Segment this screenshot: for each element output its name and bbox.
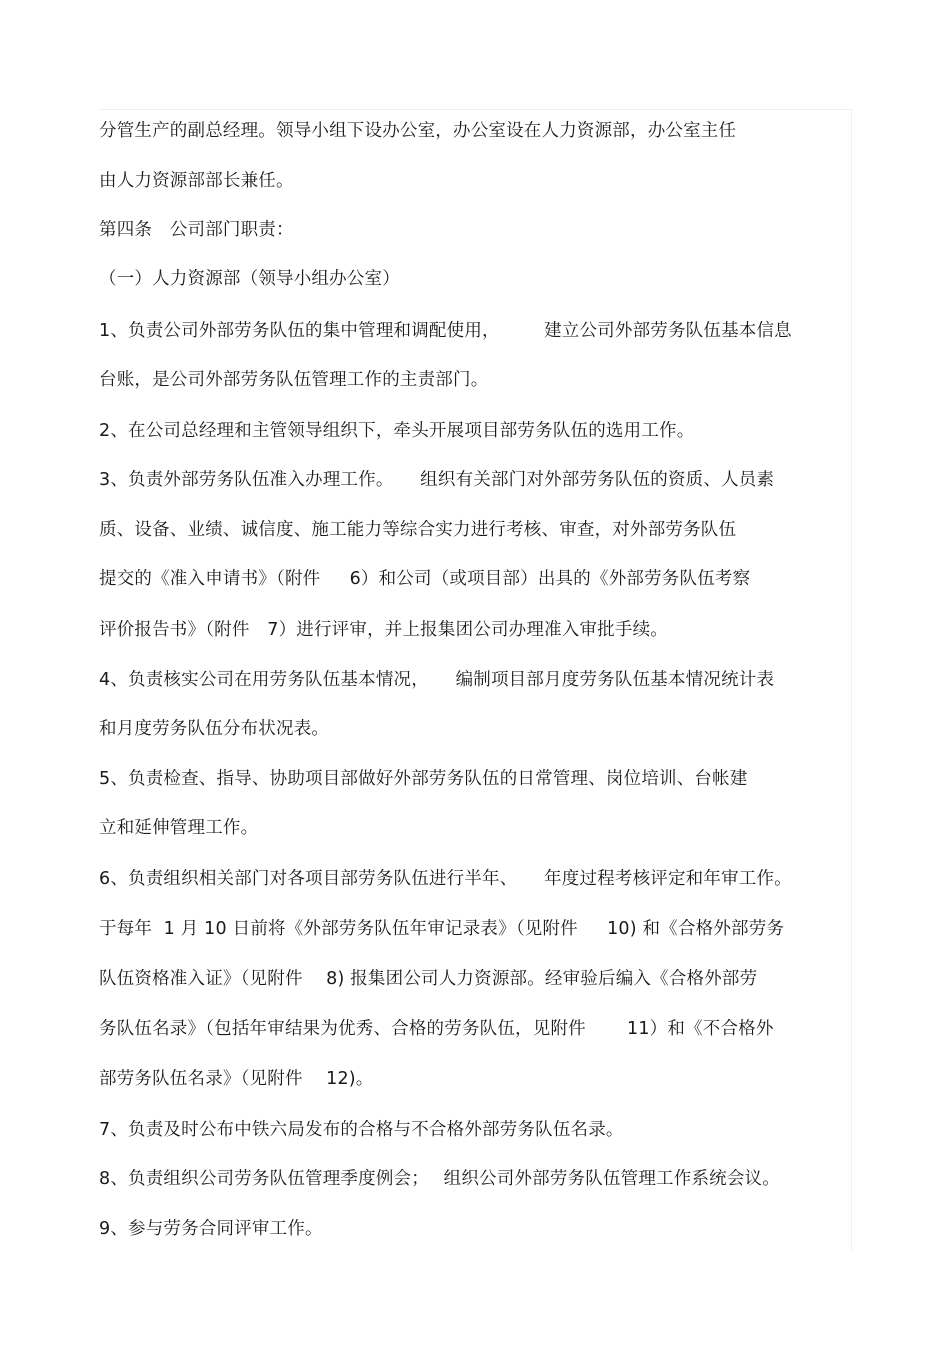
page-border-right (851, 109, 852, 1251)
text-line: 务队伍名录》（包括年审结果为优秀、合格的劳务队伍，见附件 11）和《不合格外 (99, 1019, 774, 1039)
text-line: 3、负责外部劳务队伍准入办理工作。 组织有关部门对外部劳务队伍的资质、人员素 (99, 470, 775, 490)
text-line: 8、负责组织公司劳务队伍管理季度例会； 组织公司外部劳务队伍管理工作系统会议。 (99, 1169, 780, 1189)
text-line: 于每年 1 月 10 日前将《外部劳务队伍年审记录表》（见附件 10) 和《合格外部劳务 (99, 919, 785, 939)
section-heading: （一）人力资源部（领导小组办公室） (99, 269, 400, 289)
text-line: 部劳务队伍名录》（见附件 12)。 (99, 1069, 374, 1089)
page-border-top (98, 109, 851, 110)
text-line: 质、设备、业绩、诚信度、施工能力等综合实力进行考核、审查，对外部劳务队伍 (99, 520, 737, 540)
text-line: 5、负责检查、指导、协助项目部做好外部劳务队伍的日常管理、岗位培训、台帐建 (99, 769, 748, 789)
text-line: 和月度劳务队伍分布状况表。 (99, 719, 330, 739)
text-line: 提交的《准入申请书》（附件 6）和公司（或项目部）出具的《外部劳务队伍考察 (99, 569, 751, 589)
text-line: 2、在公司总经理和主管领导组织下，牵头开展项目部劳务队伍的选用工作。 (99, 421, 695, 441)
article-heading: 第四条 公司部门职责： (99, 220, 294, 240)
text-line: 评价报告书》（附件 7）进行评审，并上报集团公司办理准入审批手续。 (99, 620, 668, 640)
text-line: 分管生产的副总经理。领导小组下设办公室，办公室设在人力资源部，办公室主任 (99, 121, 737, 141)
text-line: 6、负责组织相关部门对各项目部劳务队伍进行半年、 年度过程考核评定和年审工作。 (99, 869, 792, 889)
text-line: 7、负责及时公布中铁六局发布的合格与不合格外部劳务队伍名录。 (99, 1120, 624, 1140)
text-line: 立和延伸管理工作。 (99, 818, 259, 838)
text-line: 台账，是公司外部劳务队伍管理工作的主责部门。 (99, 370, 489, 390)
text-line: 由人力资源部部长兼任。 (99, 171, 294, 191)
text-line: 1、负责公司外部劳务队伍的集中管理和调配使用， 建立公司外部劳务队伍基本信息 (99, 321, 792, 341)
text-line: 4、负责核实公司在用劳务队伍基本情况， 编制项目部月度劳务队伍基本情况统计表 (99, 670, 775, 690)
text-line: 9、参与劳务合同评审工作。 (99, 1219, 323, 1239)
text-line: 队伍资格准入证》（见附件 8) 报集团公司人力资源部。经审验后编入《合格外部劳 (99, 969, 758, 989)
